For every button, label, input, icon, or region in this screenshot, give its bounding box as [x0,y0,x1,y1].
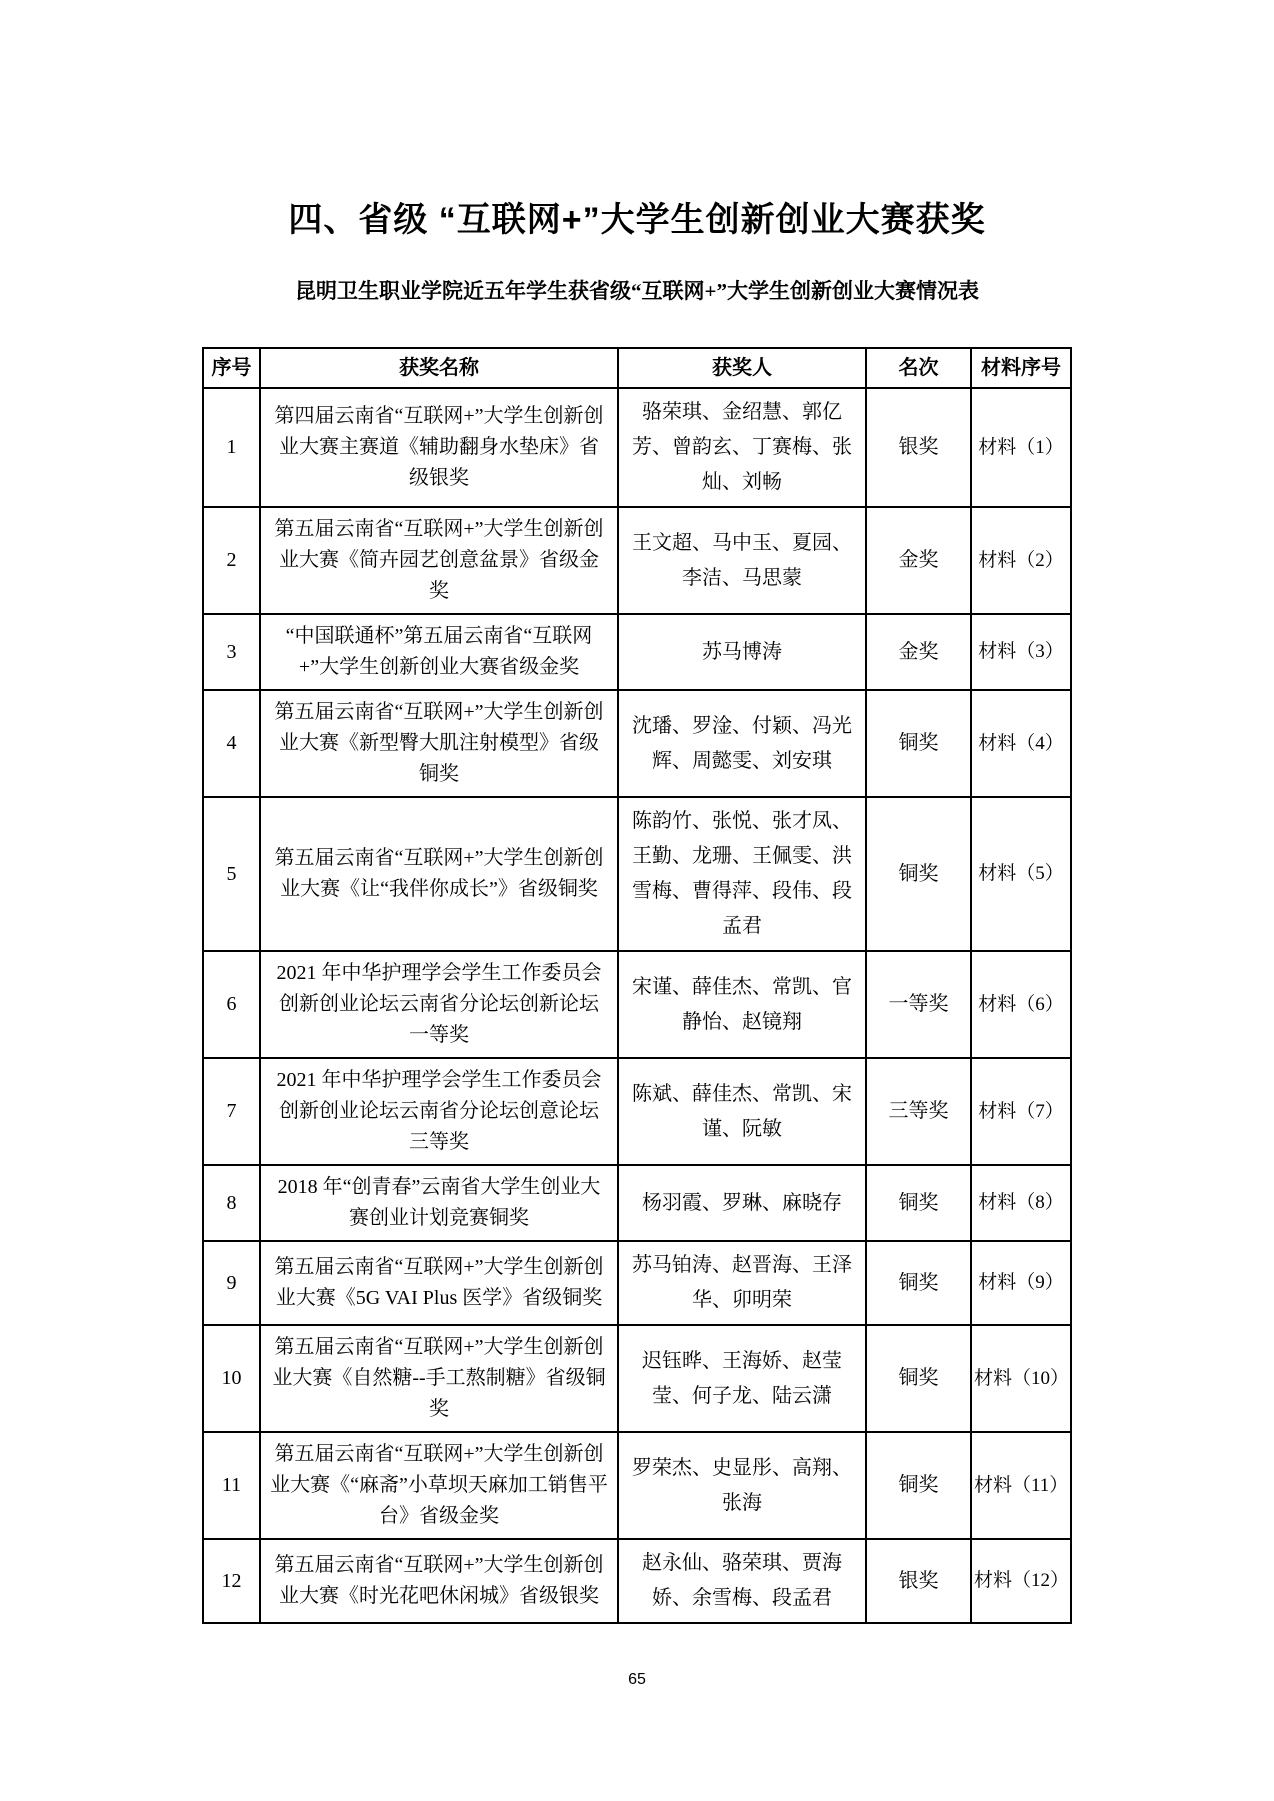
award-table-body [203,388,1071,1623]
winners-cell: 陈韵竹、张悦、张才凤、王勤、龙珊、王佩雯、洪雪梅、曹得萍、段伟、段孟君 [618,797,866,951]
award-name-cell: “中国联通杯”第五届云南省“互联网+”大学生创新创业大赛省级金奖 [260,614,618,690]
material-cell: 材料（3） [971,614,1071,690]
winners-cell: 苏马铂涛、赵晋海、王泽华、卯明荣 [618,1241,866,1325]
award-name-cell: 2021 年中华护理学会学生工作委员会创新创业论坛云南省分论坛创意论坛三等奖 [260,1058,618,1165]
rank-cell: 铜奖 [866,797,971,951]
row-number-cell: 7 [203,1058,260,1165]
table-row [203,1058,1071,1165]
row-number-cell: 9 [203,1241,260,1325]
winners-cell: 宋谨、薛佳杰、常凯、官静怡、赵镜翔 [618,951,866,1058]
award-name-cell: 第五届云南省“互联网+”大学生创新创业大赛《新型臀大肌注射模型》省级铜奖 [260,690,618,797]
header-cell-material: 材料序号 [971,348,1071,388]
rank-cell: 铜奖 [866,1165,971,1241]
material-cell: 材料（4） [971,690,1071,797]
rank-cell: 铜奖 [866,1241,971,1325]
header-cell-award: 获奖名称 [260,348,618,388]
winners-cell: 沈璠、罗淦、付颖、冯光辉、周懿雯、刘安琪 [618,690,866,797]
rank-cell: 金奖 [866,614,971,690]
material-cell: 材料（7） [971,1058,1071,1165]
award-name-cell: 第五届云南省“互联网+”大学生创新创业大赛《让“我伴你成长”》省级铜奖 [260,797,618,951]
rank-cell: 金奖 [866,507,971,614]
award-name-cell: 第四届云南省“互联网+”大学生创新创业大赛主赛道《辅助翻身水垫床》省级银奖 [260,388,618,507]
material-cell: 材料（9） [971,1241,1071,1325]
page-number: 65 [628,1671,646,1688]
table-row [203,1432,1071,1539]
winners-cell: 杨羽霞、罗琳、麻晓存 [618,1165,866,1241]
table-caption: 昆明卫生职业学院近五年学生获省级“互联网+”大学生创新创业大赛情况表 [295,279,979,303]
header-cell-no: 序号 [203,348,260,388]
row-number-cell: 3 [203,614,260,690]
row-number-cell: 8 [203,1165,260,1241]
material-cell: 材料（1） [971,388,1071,507]
award-name-cell: 2021 年中华护理学会学生工作委员会创新创业论坛云南省分论坛创新论坛一等奖 [260,951,618,1058]
winners-cell: 赵永仙、骆荣琪、贾海娇、余雪梅、段孟君 [618,1539,866,1623]
header-row [203,348,1071,388]
winners-cell: 罗荣杰、史显彤、高翔、张海 [618,1432,866,1539]
rank-cell: 铜奖 [866,1325,971,1432]
award-table-header [203,348,1071,388]
table-row [203,388,1071,507]
material-cell: 材料（5） [971,797,1071,951]
winners-cell: 苏马博涛 [618,614,866,690]
rank-cell: 铜奖 [866,690,971,797]
winners-cell: 王文超、马中玉、夏园、李洁、马思蒙 [618,507,866,614]
award-name-cell: 第五届云南省“互联网+”大学生创新创业大赛《简卉园艺创意盆景》省级金奖 [260,507,618,614]
material-cell: 材料（8） [971,1165,1071,1241]
material-cell: 材料（12） [971,1539,1071,1623]
rank-cell: 银奖 [866,1539,971,1623]
winners-cell: 迟钰晔、王海娇、赵莹莹、何子龙、陆云潇 [618,1325,866,1432]
rank-cell: 银奖 [866,388,971,507]
award-name-cell: 第五届云南省“互联网+”大学生创新创业大赛《自然糖--手工熬制糖》省级铜奖 [260,1325,618,1432]
rank-cell: 一等奖 [866,951,971,1058]
award-name-cell: 2018 年“创青春”云南省大学生创业大赛创业计划竞赛铜奖 [260,1165,618,1241]
award-table [202,347,1072,1624]
page-title: 四、省级 “互联网+”大学生创新创业大赛获奖 [288,201,986,239]
rank-cell: 铜奖 [866,1432,971,1539]
table-row [203,614,1071,690]
winners-cell: 骆荣琪、金绍慧、郭亿芳、曾韵玄、丁赛梅、张灿、刘畅 [618,388,866,507]
award-name-cell: 第五届云南省“互联网+”大学生创新创业大赛《“麻斋”小草坝天麻加工销售平台》省级金奖 [260,1432,618,1539]
row-number-cell: 12 [203,1539,260,1623]
material-cell: 材料（10） [971,1325,1071,1432]
table-row [203,797,1071,951]
material-cell: 材料（2） [971,507,1071,614]
rank-cell: 三等奖 [866,1058,971,1165]
table-row [203,1325,1071,1432]
row-number-cell: 1 [203,388,260,507]
row-number-cell: 5 [203,797,260,951]
table-row [203,1165,1071,1241]
header-cell-rank: 名次 [866,348,971,388]
material-cell: 材料（11） [971,1432,1071,1539]
row-number-cell: 4 [203,690,260,797]
table-row [203,507,1071,614]
header-cell-winners: 获奖人 [618,348,866,388]
table-row [203,1241,1071,1325]
material-cell: 材料（6） [971,951,1071,1058]
winners-cell: 陈斌、薛佳杰、常凯、宋谨、阮敏 [618,1058,866,1165]
row-number-cell: 6 [203,951,260,1058]
row-number-cell: 2 [203,507,260,614]
table-row [203,951,1071,1058]
row-number-cell: 10 [203,1325,260,1432]
table-row [203,690,1071,797]
award-name-cell: 第五届云南省“互联网+”大学生创新创业大赛《5G VAI Plus 医学》省级铜奖 [260,1241,618,1325]
table-row [203,1539,1071,1623]
row-number-cell: 11 [203,1432,260,1539]
award-name-cell: 第五届云南省“互联网+”大学生创新创业大赛《时光花吧休闲城》省级银奖 [260,1539,618,1623]
